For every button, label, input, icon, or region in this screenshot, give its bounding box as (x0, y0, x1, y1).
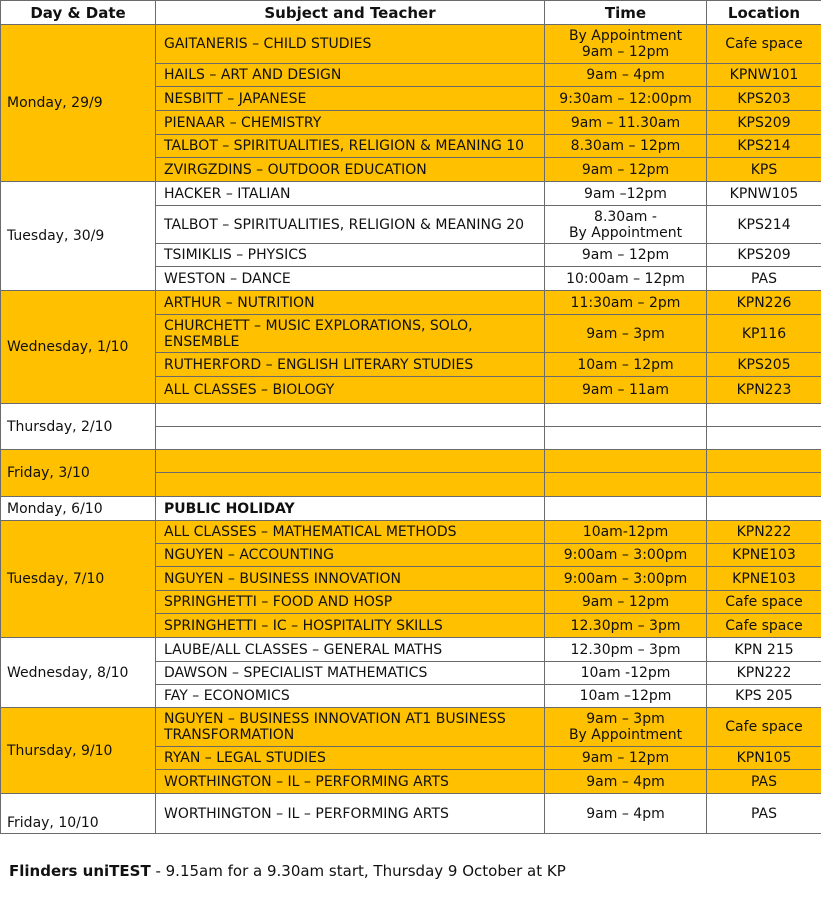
location-cell: KPS214 (707, 206, 821, 244)
header-row (1, 1, 821, 25)
subject-teacher-cell: ALL CLASSES – BIOLOGY (156, 377, 545, 404)
header-day: Day & Date (1, 1, 156, 25)
schedule-body (1, 25, 821, 834)
subject-teacher-cell: RUTHERFORD – ENGLISH LITERARY STUDIES (156, 353, 545, 377)
location-cell: KPNE103 (707, 567, 821, 591)
location-cell: Cafe space (707, 708, 821, 747)
time-cell: 9am – 4pm (545, 770, 707, 794)
location-cell: KPS209 (707, 111, 821, 135)
time-cell: 9am – 3pm (545, 315, 707, 353)
cell-line: NGUYEN – BUSINESS INNOVATION AT1 BUSINESS (164, 711, 506, 727)
cell-line: TRANSFORMATION (164, 727, 295, 743)
time-cell: 12.30pm – 3pm (545, 638, 707, 662)
subject-teacher-cell: WORTHINGTON – IL – PERFORMING ARTS (156, 794, 545, 834)
time-cell (545, 25, 707, 64)
table-row (1, 708, 821, 747)
subject-teacher-cell: FAY – ECONOMICS (156, 685, 545, 708)
subject-teacher-cell: ARTHUR – NUTRITION (156, 291, 545, 315)
time-cell: 12.30pm – 3pm (545, 614, 707, 638)
day-date-cell: Friday, 3/10 (1, 450, 156, 497)
time-cell: 9:00am – 3:00pm (545, 544, 707, 567)
time-cell (545, 404, 707, 427)
time-cell: 9am – 4pm (545, 794, 707, 834)
day-date-cell: Friday, 10/10 (1, 794, 156, 834)
time-cell (545, 708, 707, 747)
location-cell: PAS (707, 794, 821, 834)
footer-note (9, 862, 566, 880)
time-cell (545, 427, 707, 450)
time-cell: 9am – 11.30am (545, 111, 707, 135)
day-date-cell: Monday, 29/9 (1, 25, 156, 182)
time-cell: 9am – 12pm (545, 591, 707, 614)
location-cell: KPN226 (707, 291, 821, 315)
location-cell: PAS (707, 770, 821, 794)
time-cell: 10am –12pm (545, 685, 707, 708)
location-cell: KP116 (707, 315, 821, 353)
subject-teacher-cell: WESTON – DANCE (156, 267, 545, 291)
location-cell: Cafe space (707, 591, 821, 614)
subject-teacher-cell (156, 473, 545, 497)
day-date-cell: Wednesday, 8/10 (1, 638, 156, 708)
time-cell: 10am -12pm (545, 662, 707, 685)
location-cell: KPNW101 (707, 64, 821, 87)
subject-teacher-cell (156, 450, 545, 473)
cell-line: By Appointment (568, 224, 683, 241)
time-cell: 9am – 12pm (545, 244, 707, 267)
header-location: Location (707, 1, 821, 25)
table-row (1, 638, 821, 662)
cell-line: ENSEMBLE (164, 333, 240, 350)
table-row (1, 291, 821, 315)
location-cell (707, 404, 821, 427)
table-row (1, 404, 821, 427)
day-date-cell: Thursday, 2/10 (1, 404, 156, 450)
time-cell: 9am –12pm (545, 182, 707, 206)
time-cell: 9am – 12pm (545, 158, 707, 182)
subject-teacher-cell: GAITANERIS – CHILD STUDIES (156, 25, 545, 64)
location-cell (707, 427, 821, 450)
location-cell: KPS203 (707, 87, 821, 111)
location-cell: PAS (707, 267, 821, 291)
location-cell: KPNW105 (707, 182, 821, 206)
subject-teacher-cell: ZVIRGZDINS – OUTDOOR EDUCATION (156, 158, 545, 182)
location-cell: KPS 205 (707, 685, 821, 708)
time-cell: 9am – 11am (545, 377, 707, 404)
subject-teacher-cell (156, 427, 545, 450)
subject-teacher-cell: PUBLIC HOLIDAY (156, 497, 545, 521)
time-cell (545, 206, 707, 244)
subject-teacher-cell: NESBITT – JAPANESE (156, 87, 545, 111)
location-cell: KPS205 (707, 353, 821, 377)
subject-teacher-cell: SPRINGHETTI – IC – HOSPITALITY SKILLS (156, 614, 545, 638)
location-cell: KPN105 (707, 747, 821, 770)
cell-line: By Appointment (568, 727, 683, 743)
time-cell: 9:30am – 12:00pm (545, 87, 707, 111)
day-date-cell: Wednesday, 1/10 (1, 291, 156, 404)
table-row (1, 521, 821, 544)
day-date-cell: Tuesday, 30/9 (1, 182, 156, 291)
time-cell: 11:30am – 2pm (545, 291, 707, 315)
cell-line: 9am – 12pm (581, 44, 670, 60)
location-cell: KPN222 (707, 662, 821, 685)
subject-teacher-cell: DAWSON – SPECIALIST MATHEMATICS (156, 662, 545, 685)
subject-teacher-cell: NGUYEN – ACCOUNTING (156, 544, 545, 567)
time-cell (545, 473, 707, 497)
subject-teacher-cell: ALL CLASSES – MATHEMATICAL METHODS (156, 521, 545, 544)
footer-bold: Flinders uniTEST (9, 862, 151, 880)
location-cell: KPS214 (707, 135, 821, 158)
subject-teacher-cell: TALBOT – SPIRITUALITIES, RELIGION & MEANING 10 (156, 135, 545, 158)
footer-text: - 9.15am for a 9.30am start, Thursday 9 October at KP (150, 862, 566, 880)
day-date-cell: Monday, 6/10 (1, 497, 156, 521)
cell-line: CHURCHETT – MUSIC EXPLORATIONS, SOLO, (164, 317, 473, 334)
cell-line: By Appointment (568, 28, 683, 44)
header-subject: Subject and Teacher (156, 1, 545, 25)
time-cell: 10am-12pm (545, 521, 707, 544)
subject-teacher-cell: RYAN – LEGAL STUDIES (156, 747, 545, 770)
location-cell (707, 450, 821, 473)
location-cell: KPN223 (707, 377, 821, 404)
table-row (1, 497, 821, 521)
header-time: Time (545, 1, 707, 25)
cell-line: 8.30am - (594, 208, 657, 225)
location-cell: Cafe space (707, 614, 821, 638)
subject-teacher-cell: SPRINGHETTI – FOOD AND HOSP (156, 591, 545, 614)
location-cell (707, 473, 821, 497)
subject-teacher-cell: HAILS – ART AND DESIGN (156, 64, 545, 87)
time-cell: 10:00am – 12pm (545, 267, 707, 291)
subject-teacher-cell: TSIMIKLIS – PHYSICS (156, 244, 545, 267)
subject-teacher-cell: PIENAAR – CHEMISTRY (156, 111, 545, 135)
table-row (1, 794, 821, 834)
subject-teacher-cell (156, 708, 545, 747)
location-cell: KPN 215 (707, 638, 821, 662)
cell-line: 9am – 3pm (586, 711, 665, 727)
time-cell: 8.30am – 12pm (545, 135, 707, 158)
location-cell (707, 497, 821, 521)
table-row (1, 450, 821, 473)
subject-teacher-cell: WORTHINGTON – IL – PERFORMING ARTS (156, 770, 545, 794)
table-row (1, 182, 821, 206)
location-cell: KPNE103 (707, 544, 821, 567)
location-cell: KPS209 (707, 244, 821, 267)
subject-teacher-cell: NGUYEN – BUSINESS INNOVATION (156, 567, 545, 591)
day-date-cell: Tuesday, 7/10 (1, 521, 156, 638)
time-cell (545, 450, 707, 473)
time-cell: 10am – 12pm (545, 353, 707, 377)
time-cell: 9am – 12pm (545, 747, 707, 770)
table-row (1, 25, 821, 64)
subject-teacher-cell (156, 404, 545, 427)
subject-teacher-cell: HACKER – ITALIAN (156, 182, 545, 206)
day-date-cell: Thursday, 9/10 (1, 708, 156, 794)
location-cell: KPS (707, 158, 821, 182)
time-cell (545, 497, 707, 521)
time-cell: 9:00am – 3:00pm (545, 567, 707, 591)
time-cell: 9am – 4pm (545, 64, 707, 87)
location-cell: KPN222 (707, 521, 821, 544)
subject-teacher-cell: TALBOT – SPIRITUALITIES, RELIGION & MEANING 20 (156, 206, 545, 244)
location-cell: Cafe space (707, 25, 821, 64)
subject-teacher-cell (156, 315, 545, 353)
subject-teacher-cell: LAUBE/ALL CLASSES – GENERAL MATHS (156, 638, 545, 662)
